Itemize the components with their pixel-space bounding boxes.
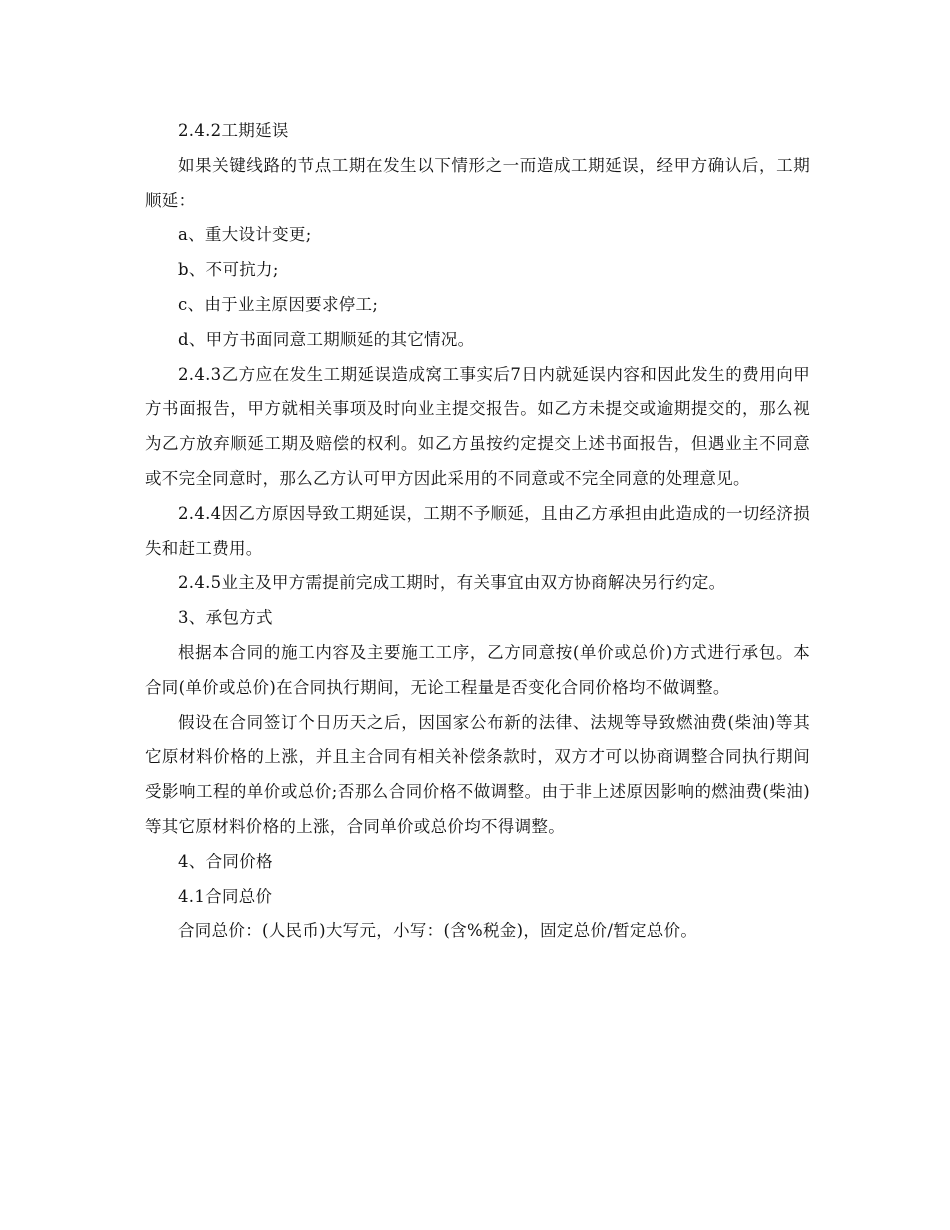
list-item-d: d、甲方书面同意工期顺延的其它情况。: [178, 329, 475, 349]
heading-3-contract-method: 3、承包方式: [178, 608, 273, 628]
heading-4-contract-price: 4、合同价格: [178, 851, 273, 871]
document-body: [145, 114, 810, 949]
paragraph-contract-method: 根据本合同的施工内容及主要施工工序，乙方同意按(单价或总价)方式进行承包。本合同(单价或总价)在合同执行期间，无论工程量是否变化合同价格均不做调整。: [145, 642, 810, 697]
heading-4-1-total-price: 4.1合同总价: [178, 886, 273, 906]
list-item-b: b、不可抗力;: [178, 260, 279, 280]
paragraph-2-4-4: 2.4.4因乙方原因导致工期延误，工期不予顺延，且由乙方承担由此造成的一切经济损失和赶工费用。: [145, 503, 810, 558]
list-item-c: c、由于业主原因要求停工;: [178, 294, 379, 314]
heading-2-4-2: 2.4.2工期延误: [178, 121, 289, 140]
paragraph-2-4-3: 2.4.3乙方应在发生工期延误造成窝工事实后7日内就延误内容和因此发生的费用向甲方书面报告，甲方就相关事项及时向业主提交报告。如乙方未提交或逾期提交的，那么视为乙方放弃顺延工期及赔偿的权利。如乙方虽按约定提交上述书面报告，但遇业主不同意或不完全同意时，那么乙方认可甲方因此采用的不同意或不完全同意的处理意见。: [145, 364, 810, 488]
list-item-a: a、重大设计变更;: [178, 225, 312, 245]
paragraph-delay-conditions: 如果关键线路的节点工期在发生以下情形之一而造成工期延误，经甲方确认后，工期顺延：: [145, 155, 810, 210]
paragraph-total-price: 合同总价：(人民币)大写元，小写：(含%税金)，固定总价/暂定总价。: [178, 921, 698, 941]
paragraph-2-4-5: 2.4.5业主及甲方需提前完成工期时，有关事宜由双方协商解决另行约定。: [178, 573, 726, 593]
paragraph-price-adjustment: 假设在合同签订个日历天之后，因国家公布新的法律、法规等导致燃油费(柴油)等其它原材料价格的上涨，并且主合同有相关补偿条款时，双方才可以协商调整合同执行期间受影响工程的单价或总价;否那么合同价格不做调整。由于非上述原因影响的燃油费(柴油)等其它原材料价格的上涨，合同单价或总价均不得调整。: [145, 712, 810, 836]
